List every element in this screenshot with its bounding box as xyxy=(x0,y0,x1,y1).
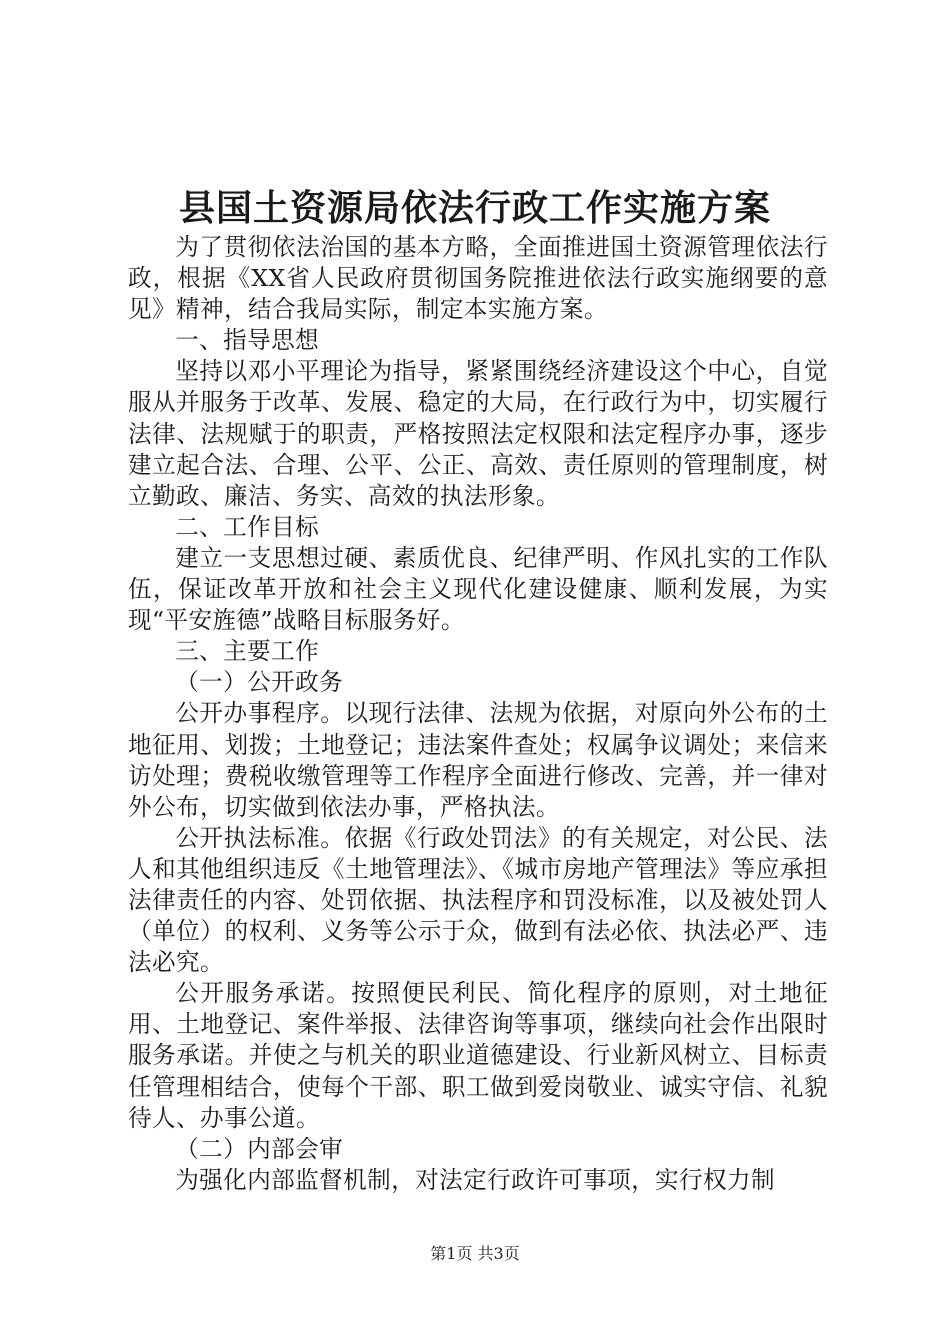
document-title: 县国土资源局依法行政工作实施方案 xyxy=(178,187,771,229)
work-goals-paragraph: 建立一支思想过硬、素质优良、纪律严明、作风扎实的工作队伍，保证改革开放和社会主义现代化建设健康、顺利发展，为实现“平安旌德”战略目标服务好。 xyxy=(128,543,828,635)
section-heading-work-goals: 二、工作目标 xyxy=(175,512,320,541)
section-heading-guiding-ideology: 一、指导思想 xyxy=(175,326,320,355)
guiding-ideology-paragraph: 坚持以邓小平理论为指导，紧紧围绕经济建设这个中心，自觉服从并服务于改革、发展、稳定的大局，在行政行为中，切实履行法律、法规赋于的职责，严格按照法定权限和法定程序办事，逐步建立起合法、合理、公平、公正、高效、责任原则的管理制度，树立勤政、廉洁、务实、高效的执法形象。 xyxy=(128,357,828,510)
page-footer: 第1页 共3页 xyxy=(430,1244,520,1263)
public-service-paragraph: 公开服务承诺。按照便民利民、简化程序的原则，对土地征用、土地登记、案件举报、法律咨询等事项，继续向社会作出限时服务承诺。并使之与机关的职业道德建设、行业新风树立、目标责任管理相结合，使每个干部、职工做到爱岗敬业、诚实守信、礼貌待人、办事公道。 xyxy=(128,979,828,1132)
public-enforcement-paragraph: 公开执法标准。依据《行政处罚法》的有关规定，对公民、法人和其他组织违反《土地管理法》、《城市房地产管理法》等应承担法律责任的内容、处罚依据、执法程序和罚没标准，以及被处罚人（单位）的权利、义务等公示于众，做到有法必依、执法必严、违法必究。 xyxy=(128,823,828,977)
document-body xyxy=(128,232,828,1196)
section-heading-main-work: 三、主要工作 xyxy=(175,637,320,666)
subsection-heading-internal-review: （二）内部会审 xyxy=(175,1134,344,1163)
subsection-heading-public-affairs: （一）公开政务 xyxy=(175,668,344,697)
internal-review-paragraph: 为强化内部监督机制，对法定行政许可事项，实行权力制 xyxy=(175,1165,776,1194)
intro-paragraph: 为了贯彻依法治国的基本方略，全面推进国土资源管理依法行政，根据《XX省人民政府贯彻国务院推进依法行政实施纲要的意见》精神，结合我局实际，制定本实施方案。 xyxy=(128,233,828,324)
public-procedures-paragraph: 公开办事程序。以现行法律、法规为依据，对原向外公布的土地征用、划拨；土地登记；违法案件查处；权属争议调处；来信来访处理；费税收缴管理等工作程序全面进行修改、完善，并一律对外公布，切实做到依法办事，严格执法。 xyxy=(128,699,828,821)
